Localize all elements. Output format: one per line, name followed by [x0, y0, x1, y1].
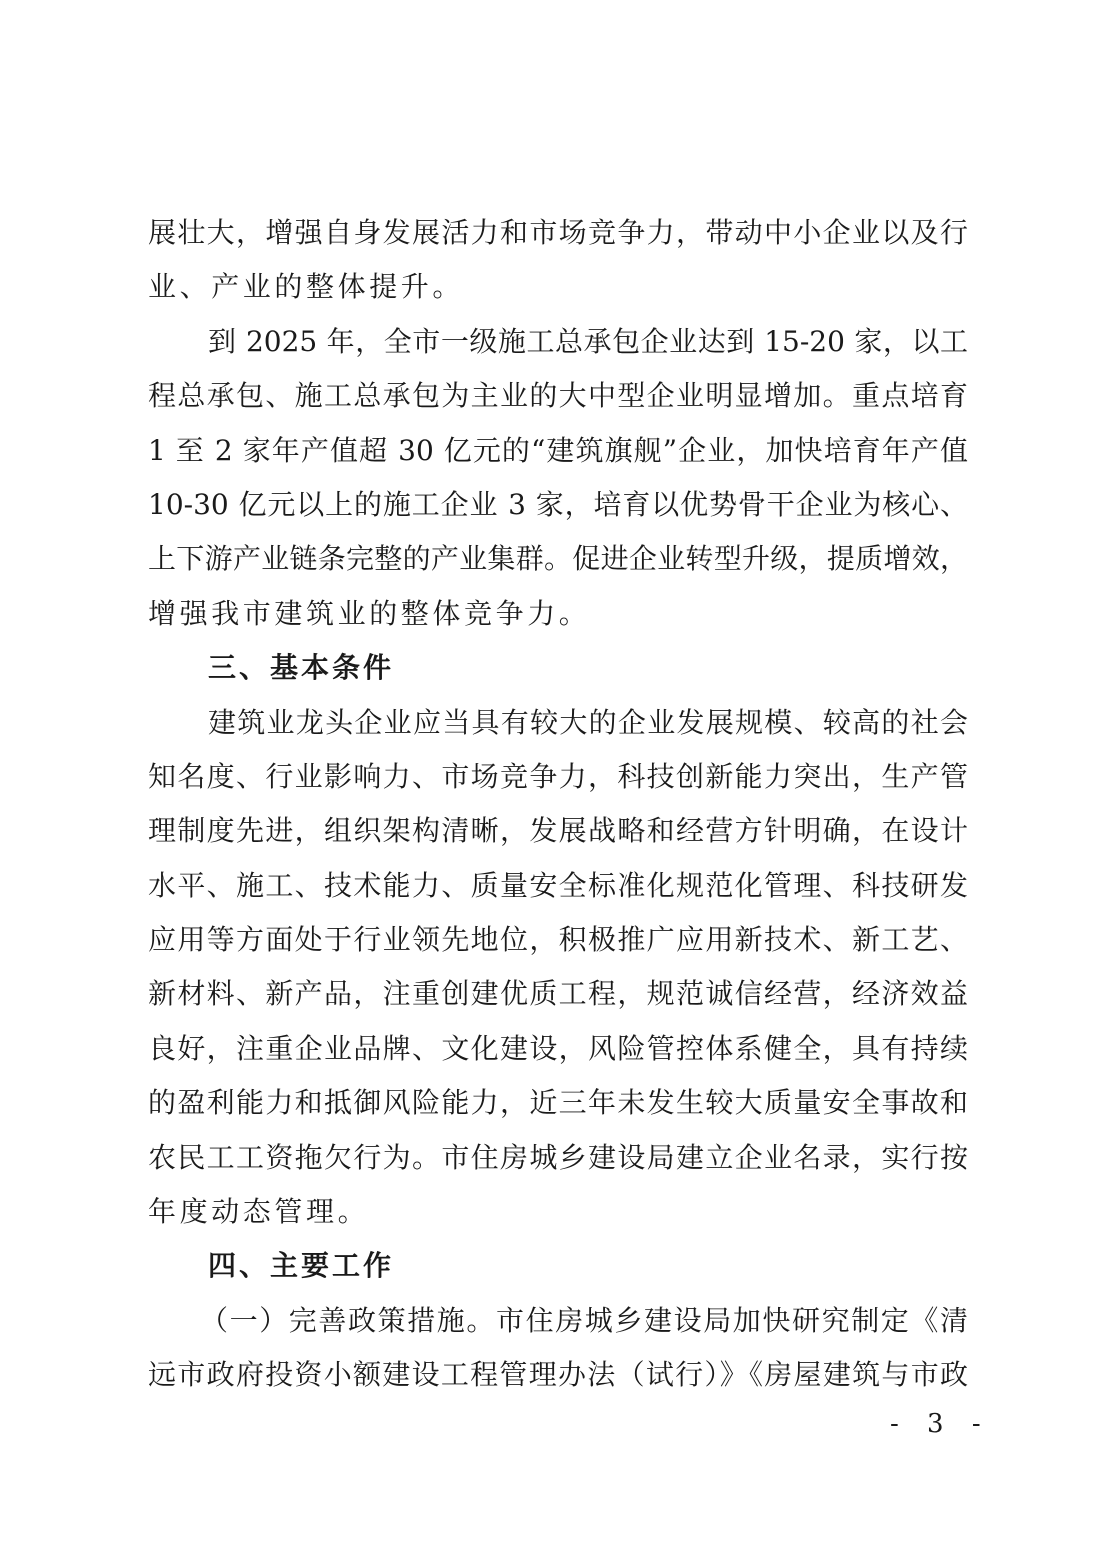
body-line: 年度动态管理。 — [148, 1195, 370, 1229]
body-line: 1 至 2 家年产值超 30 亿元的“建筑旗舰”企业，加快培育年产值 — [148, 433, 968, 467]
body-line: 理制度先进，组织架构清晰，发展战略和经营方针明确，在设计 — [148, 814, 968, 848]
body-line: 到 2025 年，全市一级施工总承包企业达到 15-20 家，以工 — [208, 324, 968, 358]
body-line: 展壮大，增强自身发展活力和市场竞争力，带动中小企业以及行 — [148, 216, 968, 249]
section-heading: 四、主要工作 — [208, 1249, 395, 1283]
body-line: 农民工工资拖欠行为。市住房城乡建设局建立企业名录，实行按 — [148, 1140, 968, 1174]
section-heading: 三、基本条件 — [208, 651, 395, 685]
body-line: 水平、施工、技术能力、质量安全标准化规范化管理、科技研发 — [148, 868, 968, 902]
body-line: 远市政府投资小额建设工程管理办法（试行）》《房屋建筑与市政 — [148, 1358, 968, 1392]
document-body — [148, 206, 968, 1403]
body-line: （一）完善政策措施。市住房城乡建设局加快研究制定《清 — [200, 1303, 968, 1337]
body-line: 程总承包、施工总承包为主业的大中型企业明显增加。重点培育 — [148, 379, 968, 413]
body-line: 知名度、行业影响力、市场竞争力，科技创新能力突出，生产管 — [148, 759, 968, 793]
page-number: - 3 - — [890, 1409, 991, 1439]
body-line: 10-30 亿元以上的施工企业 3 家，培育以优势骨干企业为核心、 — [148, 487, 968, 521]
body-line: 建筑业龙头企业应当具有较大的企业发展规模、较高的社会 — [208, 705, 968, 739]
body-line: 的盈利能力和抵御风险能力，近三年未发生较大质量安全事故和 — [148, 1086, 968, 1120]
body-line: 良好，注重企业品牌、文化建设，风险管控体系健全，具有持续 — [148, 1031, 968, 1065]
body-line: 增强我市建筑业的整体竞争力。 — [148, 596, 591, 630]
body-line: 应用等方面处于行业领先地位，积极推广应用新技术、新工艺、 — [148, 923, 968, 957]
body-line: 新材料、新产品，注重创建优质工程，规范诚信经营，经济效益 — [148, 977, 968, 1011]
body-line: 业、产业的整体提升。 — [148, 270, 465, 304]
body-line: 上下游产业链条完整的产业集群。促进企业转型升级，提质增效， — [148, 542, 968, 576]
